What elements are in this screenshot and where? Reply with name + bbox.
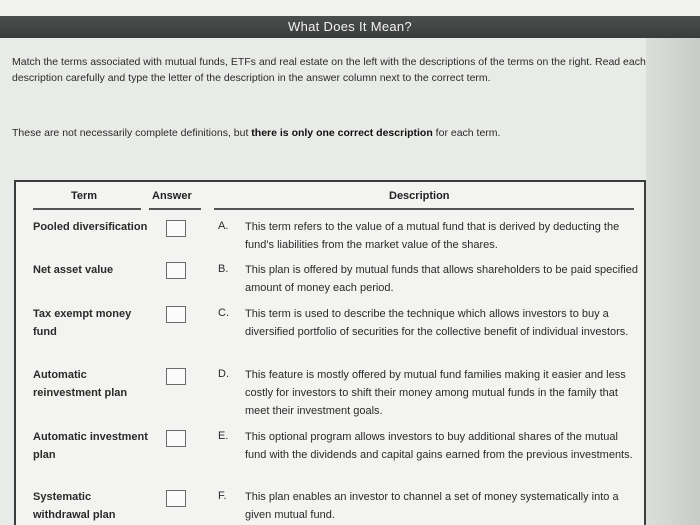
answer-input-1[interactable] bbox=[166, 220, 186, 237]
note-before: These are not necessarily complete definitions, but bbox=[12, 127, 252, 139]
description-c: This term is used to describe the technique which allows investors to buy a diversified portfolio of securities for the collective benefit of individual investors. bbox=[245, 308, 629, 338]
instructions-text: Match the terms associated with mutual funds, ETFs and real estate on the left with the descriptions of the terms on the right. Read each description carefully and type the letter of the description in the answer column next to the correct term. bbox=[12, 56, 646, 84]
description-letter-f: F. bbox=[218, 490, 227, 502]
description-letter-e: E. bbox=[218, 430, 229, 442]
description-letter-d: D. bbox=[218, 368, 229, 380]
note-text bbox=[12, 127, 662, 139]
answer-input-4[interactable] bbox=[166, 368, 186, 385]
answer-input-3[interactable] bbox=[166, 306, 186, 323]
column-header-answer: Answer bbox=[152, 190, 192, 202]
description-d: This feature is mostly offered by mutual fund families making it easier and less costly for investors to shift their money among mutual funds in the family that meet their investment goals. bbox=[245, 369, 626, 417]
right-margin bbox=[646, 38, 700, 525]
term-automatic-investment-plan: Automatic investment plan bbox=[33, 431, 148, 461]
term-tax-exempt-money-fund: Tax exempt money fund bbox=[33, 308, 132, 338]
answer-input-6[interactable] bbox=[166, 490, 186, 507]
description-letter-b: B. bbox=[218, 263, 229, 275]
answer-header-underline bbox=[149, 208, 201, 210]
answer-input-5[interactable] bbox=[166, 430, 186, 447]
description-b: This plan is offered by mutual funds that allows shareholders to be paid specified amount of money each period. bbox=[245, 264, 638, 294]
page-title: What Does It Mean? bbox=[0, 16, 700, 38]
term-automatic-reinvestment-plan: Automatic reinvestment plan bbox=[33, 369, 128, 399]
term-net-asset-value: Net asset value bbox=[33, 264, 114, 276]
column-header-description: Description bbox=[389, 190, 450, 202]
note-after: for each term. bbox=[432, 127, 501, 139]
term-systematic-withdrawal-plan: Systematic withdrawal plan bbox=[33, 491, 116, 521]
description-header-underline bbox=[214, 208, 634, 210]
top-strip bbox=[0, 0, 700, 16]
description-e: This optional program allows investors to buy additional shares of the mutual fund with the dividends and capital gains earned from the previous investments. bbox=[245, 431, 633, 461]
description-letter-a: A. bbox=[218, 220, 229, 232]
answer-input-2[interactable] bbox=[166, 262, 186, 279]
description-a: This term refers to the value of a mutual fund that is derived by deducting the fund's liabilities from the market value of the shares. bbox=[245, 221, 620, 251]
term-header-underline bbox=[33, 208, 141, 210]
term-pooled-diversification: Pooled diversification bbox=[33, 221, 148, 233]
note-bold: there is only one correct description bbox=[251, 127, 433, 139]
description-f: This plan enables an investor to channel a set of money systematically into a given mutual fund. bbox=[245, 491, 619, 521]
description-letter-c: C. bbox=[218, 307, 229, 319]
matching-table bbox=[14, 180, 646, 525]
column-header-term: Term bbox=[71, 190, 98, 202]
